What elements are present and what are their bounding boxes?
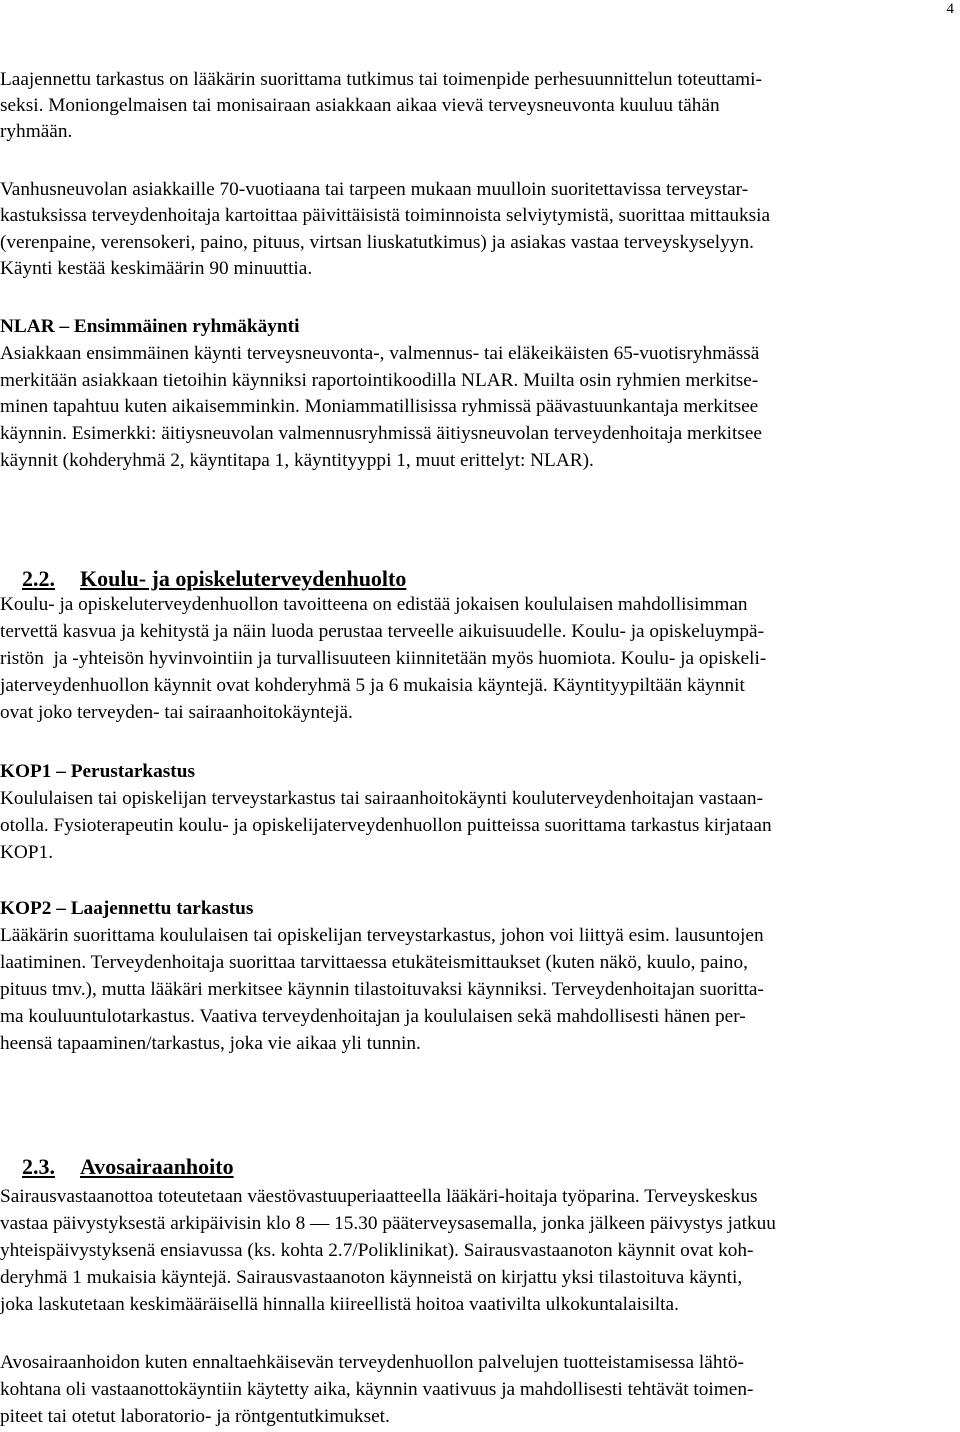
paragraph-line: minen tapahtuu kuten aikaisemminkin. Moniammatillisissa ryhmissä päävastuunkantaja merkitsee (0, 396, 759, 417)
section-number: 2.3. (22, 1154, 55, 1179)
paragraph-line: merkitään asiakkaan tietoihin käynniksi raportointikoodilla NLAR. Muilta osin ryhmien merkitse- (0, 370, 759, 391)
paragraph-line: pituus tmv.), mutta lääkäri merkitsee käynnin tilastoituvaksi käynniksi. Terveydenhoitajan suoritta- (0, 979, 764, 1000)
paragraph-line: heensä tapaaminen/tarkastus, joka vie aikaa yli tunnin. (0, 1033, 421, 1054)
paragraph-line: (verenpaine, verensokeri, paino, pituus, virtsan liuskatutkimus) ja asiakas vastaa terveyskyselyyn. (0, 232, 754, 253)
paragraph-line: Vanhusneuvolan asiakkaille 70-vuotiaana tai tarpeen mukaan muulloin suoritettavissa terveystar- (0, 179, 749, 200)
paragraph-line: deryhmä 1 mukaisia käyntejä. Sairausvastaanoton käynneistä on kirjattu yksi tilastoituva käynti, (0, 1267, 743, 1288)
paragraph-line: ma kouluuntulotarkastus. Vaativa terveydenhoitajan ja koululaisen sekä mahdollisesti hänen per- (0, 1006, 746, 1027)
section-number: 2.2. (22, 566, 55, 591)
paragraph-line: kohtana oli vastaanottokäyntiin käytetty aika, käynnin vaativuus ja mahdollisesti tehtävät toimen- (0, 1379, 754, 1400)
paragraph-line: otolla. Fysioterapeutin koulu- ja opiskelijaterveydenhuollon puitteissa suorittama tarkastus kirjataan (0, 815, 772, 836)
paragraph-line: Koululaisen tai opiskelijan terveystarkastus tai sairaanhoitokäynti kouluterveydenhoitajan vastaan- (0, 788, 763, 809)
paragraph-line: seksi. Moniongelmaisen tai monisairaan asiakkaan aikaa vievä terveysneuvonta kuuluu tähän (0, 95, 720, 116)
paragraph-line: käynnin. Esimerkki: äitiysneuvolan valmennusryhmissä äitiysneuvolan terveydenhoitaja merkitsee (0, 423, 762, 444)
paragraph-line: kastuksissa terveydenhoitaja kartoittaa päivittäisistä toiminnoista selviytymistä, suorittaa mittauksia (0, 205, 771, 226)
paragraph-line: jaterveydenhuollon käynnit ovat kohderyhmä 5 ja 6 mukaisia käyntejä. Käyntityypiltään käynnit (0, 675, 745, 696)
paragraph-line: ryhmään. (0, 121, 73, 142)
section-title: Koulu- ja opiskeluterveydenhuolto (80, 566, 407, 591)
paragraph-line: joka laskutetaan keskimääräisellä hinnalla kiireellistä hoitoa vaativilta ulkokuntalaisilta. (0, 1294, 679, 1315)
paragraph-line: käynnit (kohderyhmä 2, käyntitapa 1, käyntityyppi 1, muut erittelyt: NLAR). (0, 450, 594, 471)
paragraph-line: tervettä kasvua ja kehitystä ja näin luoda perustaa terveelle aikuisuudelle. Koulu- ja opiskeluympä- (0, 621, 765, 642)
paragraph-line: Käynti kestää keskimäärin 90 minuuttia. (0, 258, 313, 279)
paragraph-line: Koulu- ja opiskeluterveydenhuollon tavoitteena on edistää jokaisen koululaisen mahdollisimman (0, 594, 748, 615)
paragraph-line: ovat joko terveyden- tai sairaanhoitokäyntejä. (0, 702, 353, 723)
paragraph-line: Asiakkaan ensimmäinen käynti terveysneuvonta-, valmennus- tai eläkeikäisten 65-vuotisryhmässä (0, 343, 760, 364)
paragraph-line: ristön ja -yhteisön hyvinvointiin ja turvallisuuteen kiinnitetään myös huomiota. Koulu- ja opiskeli- (0, 648, 767, 669)
paragraph-line: KOP1. (0, 842, 54, 863)
subheading-kop1: KOP1 – Perustarkastus (0, 761, 195, 782)
paragraph-line: Laajennettu tarkastus on lääkärin suorittama tutkimus tai toimenpide perhesuunnittelun toteuttami- (0, 69, 762, 90)
paragraph-line: vastaa päivystyksestä arkipäivisin klo 8 — 15.30 pääterveysasemalla, jonka jälkeen päivystys jatkuu (0, 1213, 776, 1234)
paragraph-line: yhteispäivystyksenä ensiavussa (ks. kohta 2.7/Poliklinikat). Sairausvastaanoton käynnit ovat koh- (0, 1240, 754, 1261)
paragraph-line: piteet tai otetut laboratorio- ja röntgentutkimukset. (0, 1406, 390, 1427)
page-number: 4 (946, 1, 954, 17)
paragraph-line: Sairausvastaanottoa toteutetaan väestövastuuperiaatteella lääkäri-hoitaja työparina. Terveyskeskus (0, 1186, 758, 1207)
paragraph-line: Lääkärin suorittama koululaisen tai opiskelijan terveystarkastus, johon voi liittyä esim. lausuntojen (0, 925, 764, 946)
section-title: Avosairaanhoito (80, 1154, 234, 1179)
paragraph-line: Avosairaanhoidon kuten ennaltaehkäisevän terveydenhuollon palvelujen tuotteistamisessa lähtö- (0, 1352, 744, 1373)
subheading-nlar: NLAR – Ensimmäinen ryhmäkäynti (0, 316, 300, 337)
paragraph-line: laatiminen. Terveydenhoitaja suorittaa tarvittaessa etukäteismittaukset (kuten näkö, kuulo, paino, (0, 952, 748, 973)
subheading-kop2: KOP2 – Laajennettu tarkastus (0, 898, 254, 919)
